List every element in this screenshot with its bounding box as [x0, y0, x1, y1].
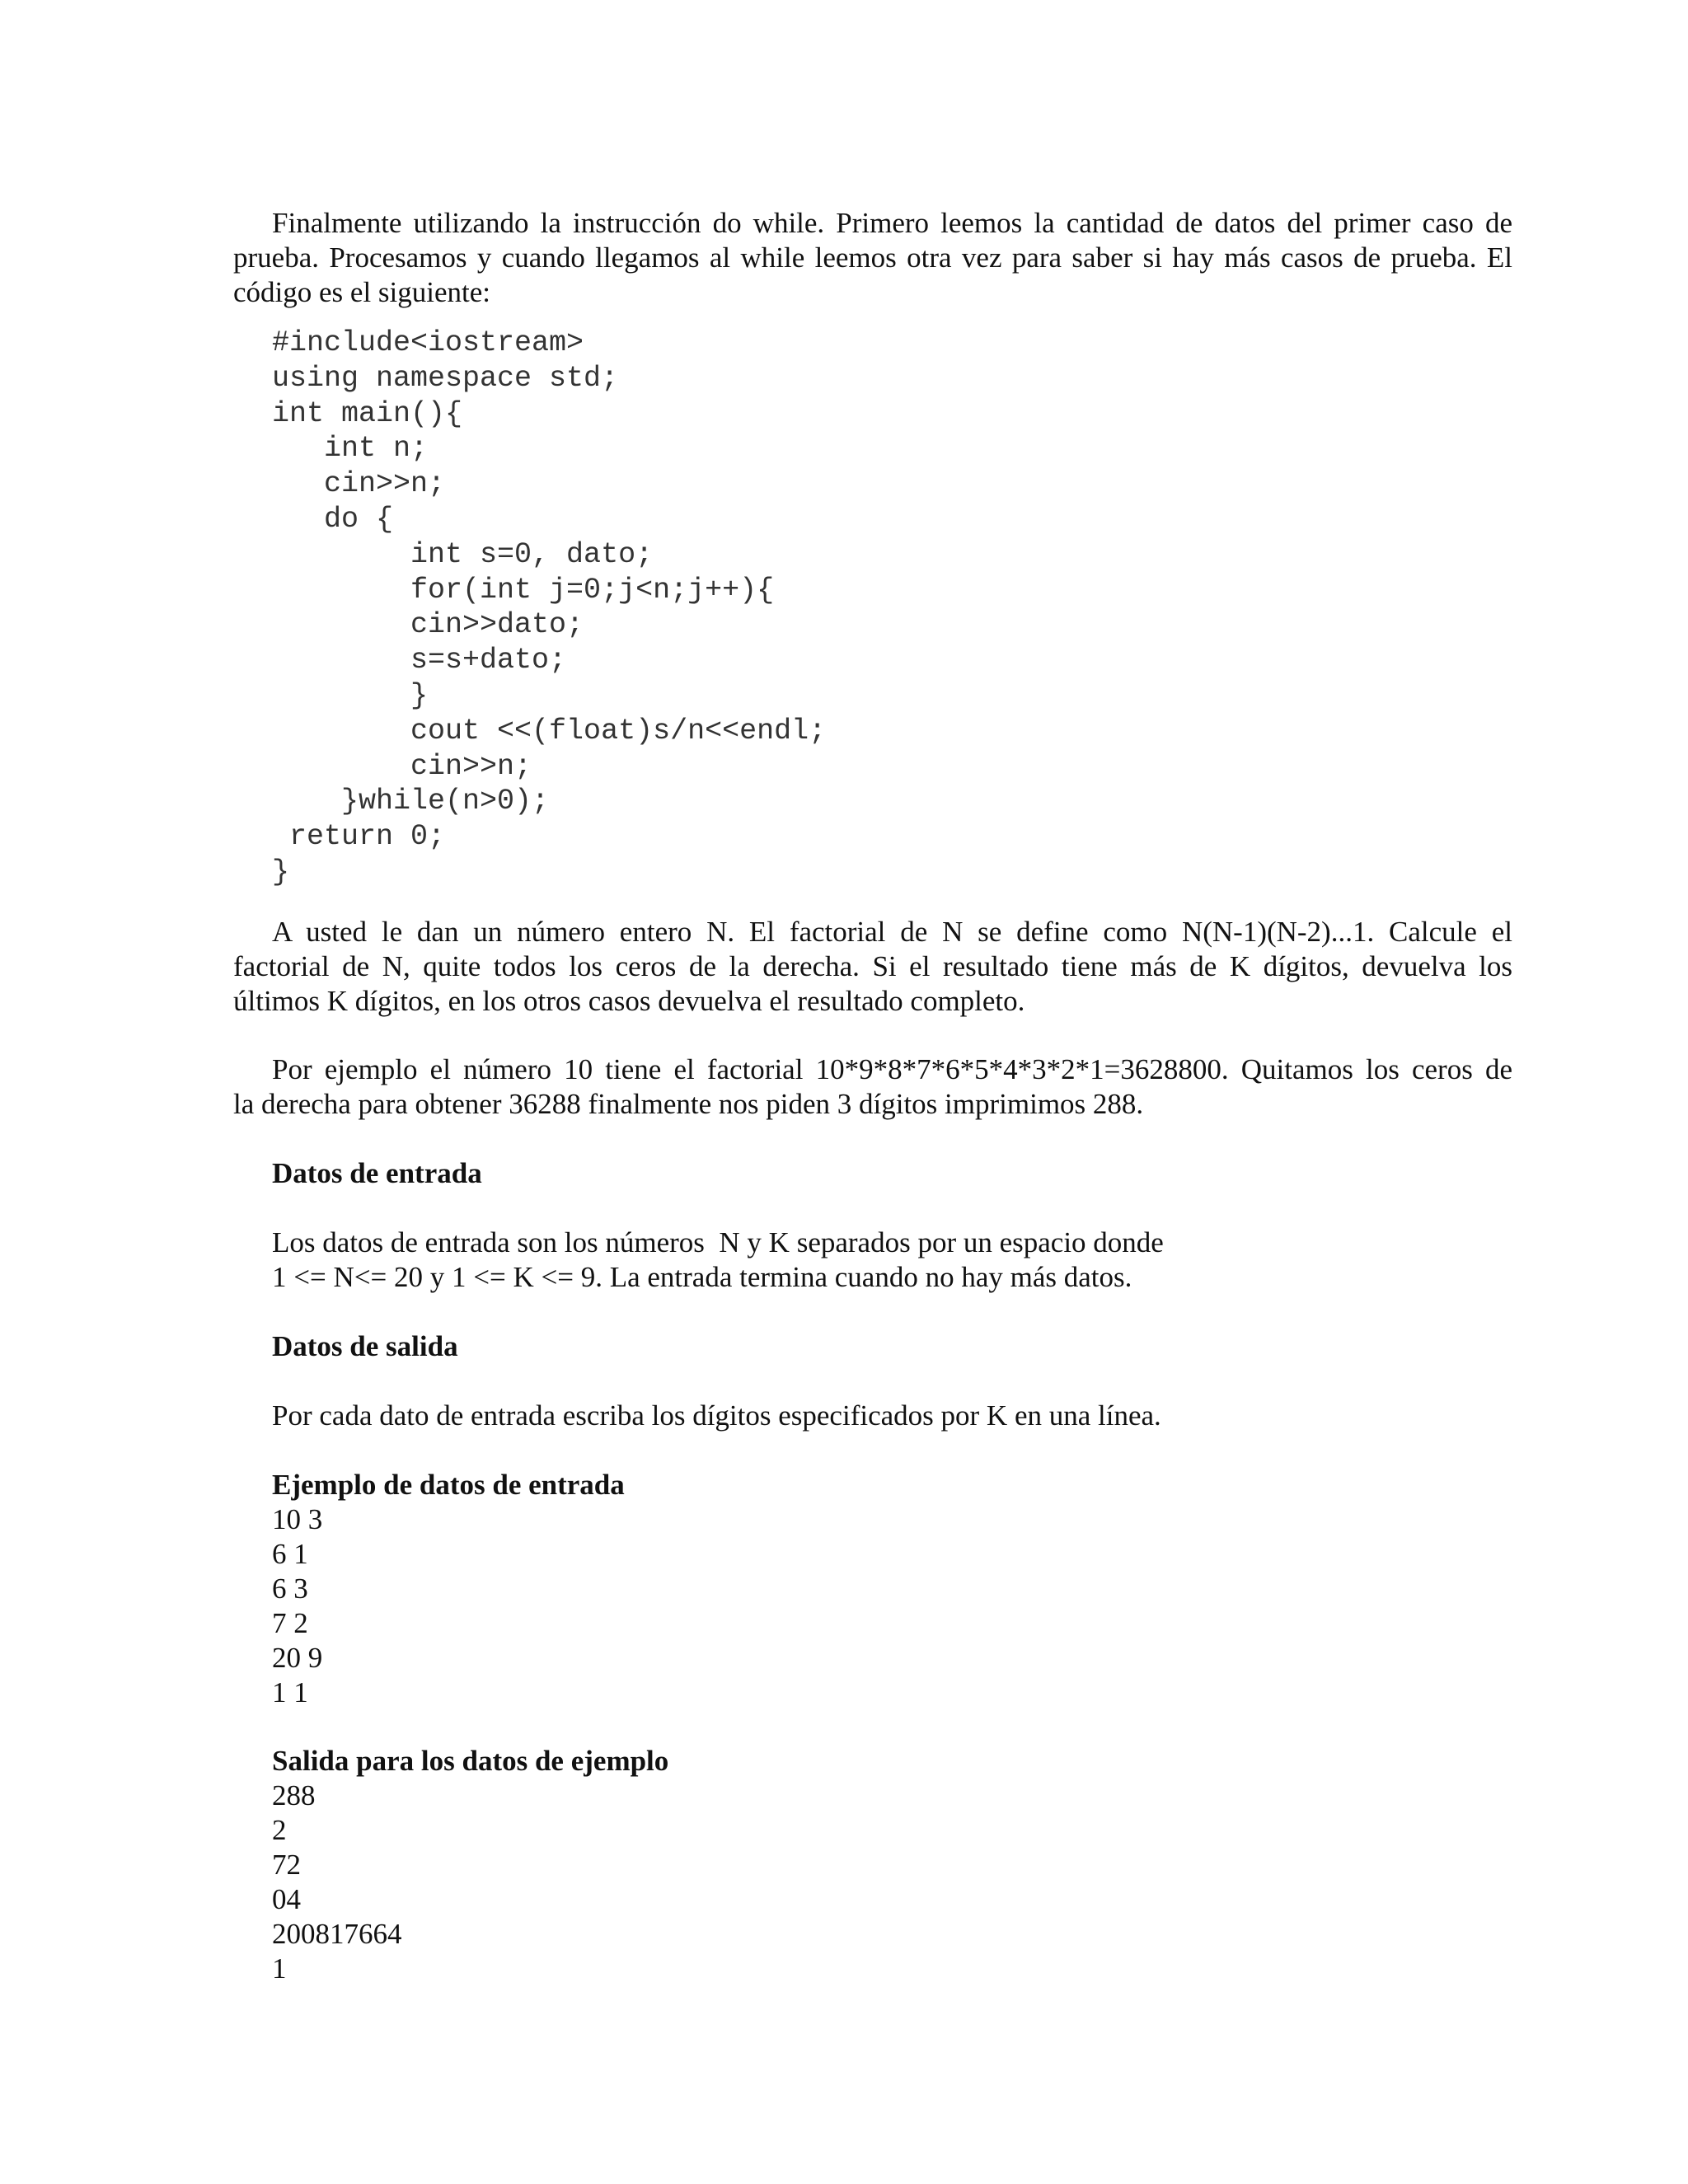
sample-input-section: [272, 1468, 625, 1710]
sample-output-line: 200817664: [272, 1918, 402, 1950]
sample-input-line: 6 1: [272, 1538, 308, 1570]
code-line: #include<iostream>: [272, 326, 584, 359]
code-line: cin>>n;: [272, 467, 446, 501]
code-line: }: [272, 678, 429, 712]
sample-input-heading: Ejemplo de datos de entrada: [272, 1469, 625, 1501]
code-line: s=s+dato;: [272, 644, 567, 677]
example-line: Por ejemplo el número 10 tiene el factorial 10*9*8*7*6*5*4*3*2*1=3628800. Quitamos los ceros de: [272, 1053, 1512, 1085]
code-line: int s=0, dato;: [272, 537, 654, 571]
input-line: 1 <= N<= 20 y 1 <= K <= 9. La entrada termina cuando no hay más datos.: [272, 1261, 1132, 1293]
code-line: for(int j=0;j<n;j++){: [272, 573, 775, 607]
sample-output-section: [272, 1744, 668, 1986]
code-line: do {: [272, 502, 394, 536]
problem-paragraph: [233, 915, 1512, 1019]
problem-line: factorial de N, quite todos los ceros de la derecha. Si el resultado tiene más de K dígitos, devuelva los: [233, 950, 1512, 982]
sample-input-line: 1 1: [272, 1676, 308, 1708]
code-line: return 0;: [272, 820, 446, 854]
input-section: [272, 1156, 482, 1191]
code-line: using namespace std;: [272, 361, 619, 395]
sample-output-line: 72: [272, 1849, 301, 1881]
output-line: Por cada dato de entrada escriba los dígitos especificados por K en una línea.: [272, 1399, 1161, 1432]
code-line: cout <<(float)s/n<<endl;: [272, 714, 827, 748]
input-description: [272, 1226, 1164, 1295]
intro-line: Finalmente utilizando la instrucción do while. Primero leemos la cantidad de datos del primer caso de: [272, 207, 1512, 239]
code-line: int main(){: [272, 396, 463, 430]
sample-output-line: 288: [272, 1779, 316, 1811]
sample-input-line: 7 2: [272, 1607, 308, 1639]
code-line: cin>>n;: [272, 749, 532, 783]
sample-output-line: 04: [272, 1883, 301, 1915]
intro-line: código es el siguiente:: [233, 276, 491, 308]
code-block: [272, 326, 826, 890]
sample-output-heading: Salida para los datos de ejemplo: [272, 1745, 669, 1777]
sample-output-line: 2: [272, 1814, 287, 1846]
output-heading: Datos de salida: [272, 1330, 458, 1362]
code-line: cin>>dato;: [272, 608, 584, 642]
input-heading: Datos de entrada: [272, 1157, 482, 1189]
sample-output-line: 1: [272, 1952, 287, 1985]
example-line: la derecha para obtener 36288 finalmente nos piden 3 dígitos imprimimos 288.: [233, 1088, 1144, 1120]
code-line: int n;: [272, 432, 429, 466]
intro-paragraph: [233, 206, 1512, 310]
code-line: }while(n>0);: [272, 785, 550, 818]
output-description: [272, 1399, 1161, 1433]
problem-line: últimos K dígitos, en los otros casos devuelva el resultado completo.: [233, 985, 1025, 1017]
input-line: Los datos de entrada son los números N y K separados por un espacio donde: [272, 1226, 1164, 1258]
sample-input-line: 6 3: [272, 1572, 308, 1605]
intro-line: prueba. Procesamos y cuando llegamos al while leemos otra vez para saber si hay más casos de prueba. El: [233, 241, 1512, 274]
problem-line: A usted le dan un número entero N. El factorial de N se define como N(N-1)(N-2)...1. Calcule el: [272, 916, 1512, 948]
output-section: [272, 1329, 458, 1364]
sample-input-line: 20 9: [272, 1642, 323, 1674]
example-paragraph: [233, 1052, 1512, 1122]
code-line: }: [272, 855, 290, 888]
sample-input-line: 10 3: [272, 1503, 323, 1535]
